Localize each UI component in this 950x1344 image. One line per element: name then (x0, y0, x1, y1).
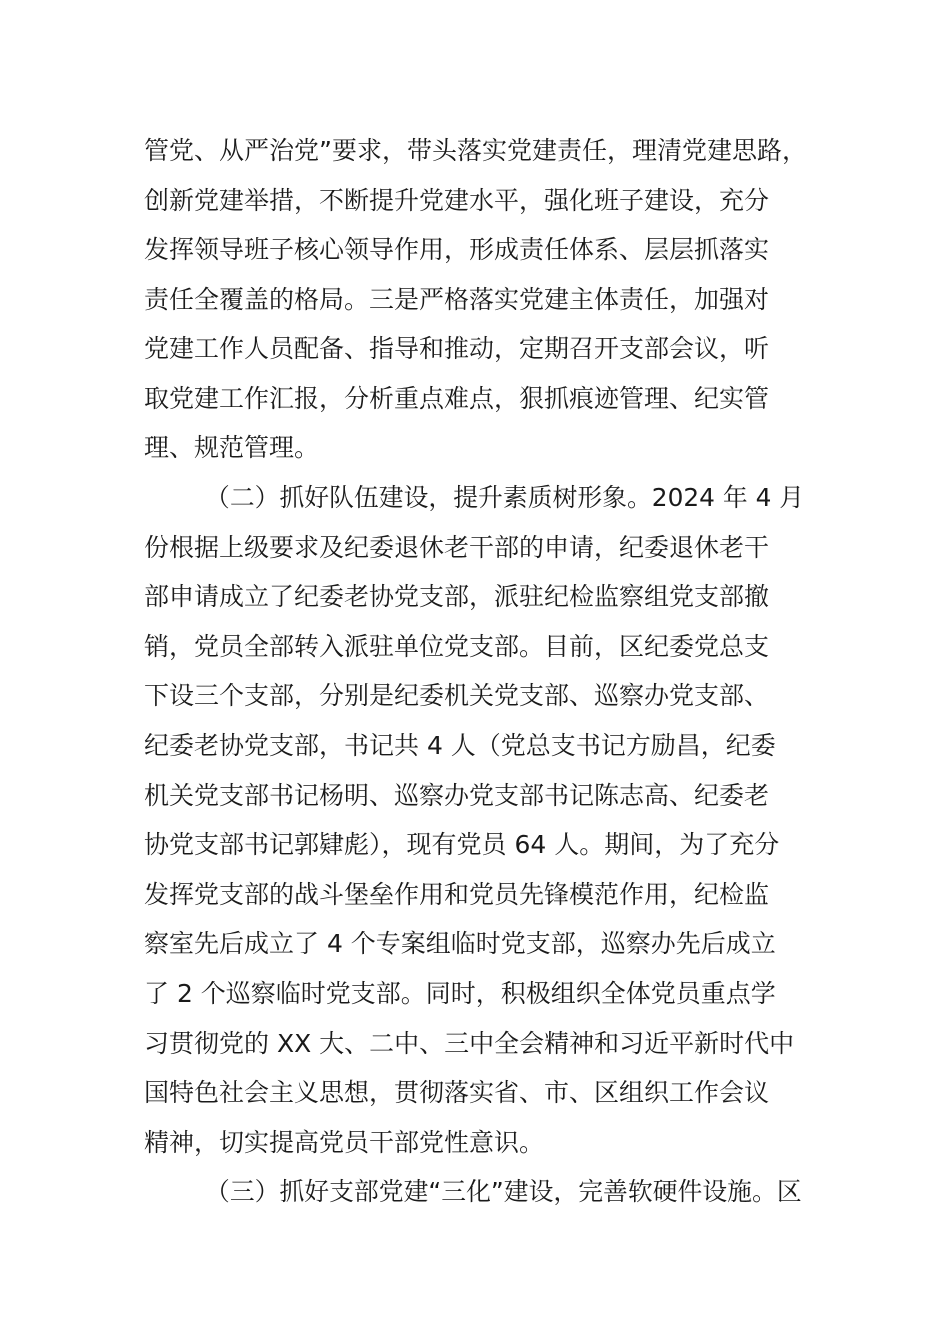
text-line: 管党、从严治党”要求，带头落实党建责任，理清党建思路， (144, 136, 807, 165)
text-line: 纪委老协党支部，书记共 4 人（党总支书记方励昌，纪委 (144, 731, 776, 760)
text-line: 份根据上级要求及纪委退休老干部的申请，纪委退休老干 (144, 533, 770, 562)
text-line: 发挥党支部的战斗堡垒作用和党员先锋模范作用，纪检监 (144, 880, 770, 909)
text-line: 机关党支部书记杨明、巡察办党支部书记陈志高、纪委老 (144, 781, 770, 810)
text-line: 理、规范管理。 (144, 433, 320, 462)
text-line: 党建工作人员配备、指导和推动，定期召开支部会议，听 (144, 334, 770, 363)
text-line: 了 2 个巡察临时党支部。同时，积极组织全体党员重点学 (144, 979, 776, 1008)
text-line: 习贯彻党的 XX 大、二中、三中全会精神和习近平新时代中 (144, 1029, 795, 1058)
text-line: 精神，切实提高党员干部党性意识。 (144, 1128, 545, 1157)
text-line: 下设三个支部，分别是纪委机关党支部、巡察办党支部、 (144, 681, 770, 710)
text-line: 部申请成立了纪委老协党支部，派驻纪检监察组党支部撤 (144, 582, 770, 611)
text-line: 责任全覆盖的格局。三是严格落实党建主体责任，加强对 (144, 285, 770, 314)
text-line: 察室先后成立了 4 个专案组临时党支部，巡察办先后成立 (144, 929, 776, 958)
text-line: 协党支部书记郭肄彪），现有党员 64 人。期间，为了充分 (144, 830, 780, 859)
text-line: 销，党员全部转入派驻单位党支部。目前，区纪委党总支 (144, 632, 770, 661)
text-line: 取党建工作汇报，分析重点难点，狠抓痕迹管理、纪实管 (144, 384, 770, 413)
text-line: 国特色社会主义思想，贯彻落实省、市、区组织工作会议 (144, 1078, 770, 1107)
paragraph-heading: （三）抓好支部党建“三化”建设，完善软硬件设施。区 (205, 1177, 802, 1206)
paragraph-heading: （二）抓好队伍建设，提升素质树形象。2024 年 4 月 (205, 483, 805, 512)
text-line: 创新党建举措，不断提升党建水平，强化班子建设，充分 (144, 186, 770, 215)
text-line: 发挥领导班子核心领导作用，形成责任体系、层层抓落实 (144, 235, 770, 264)
